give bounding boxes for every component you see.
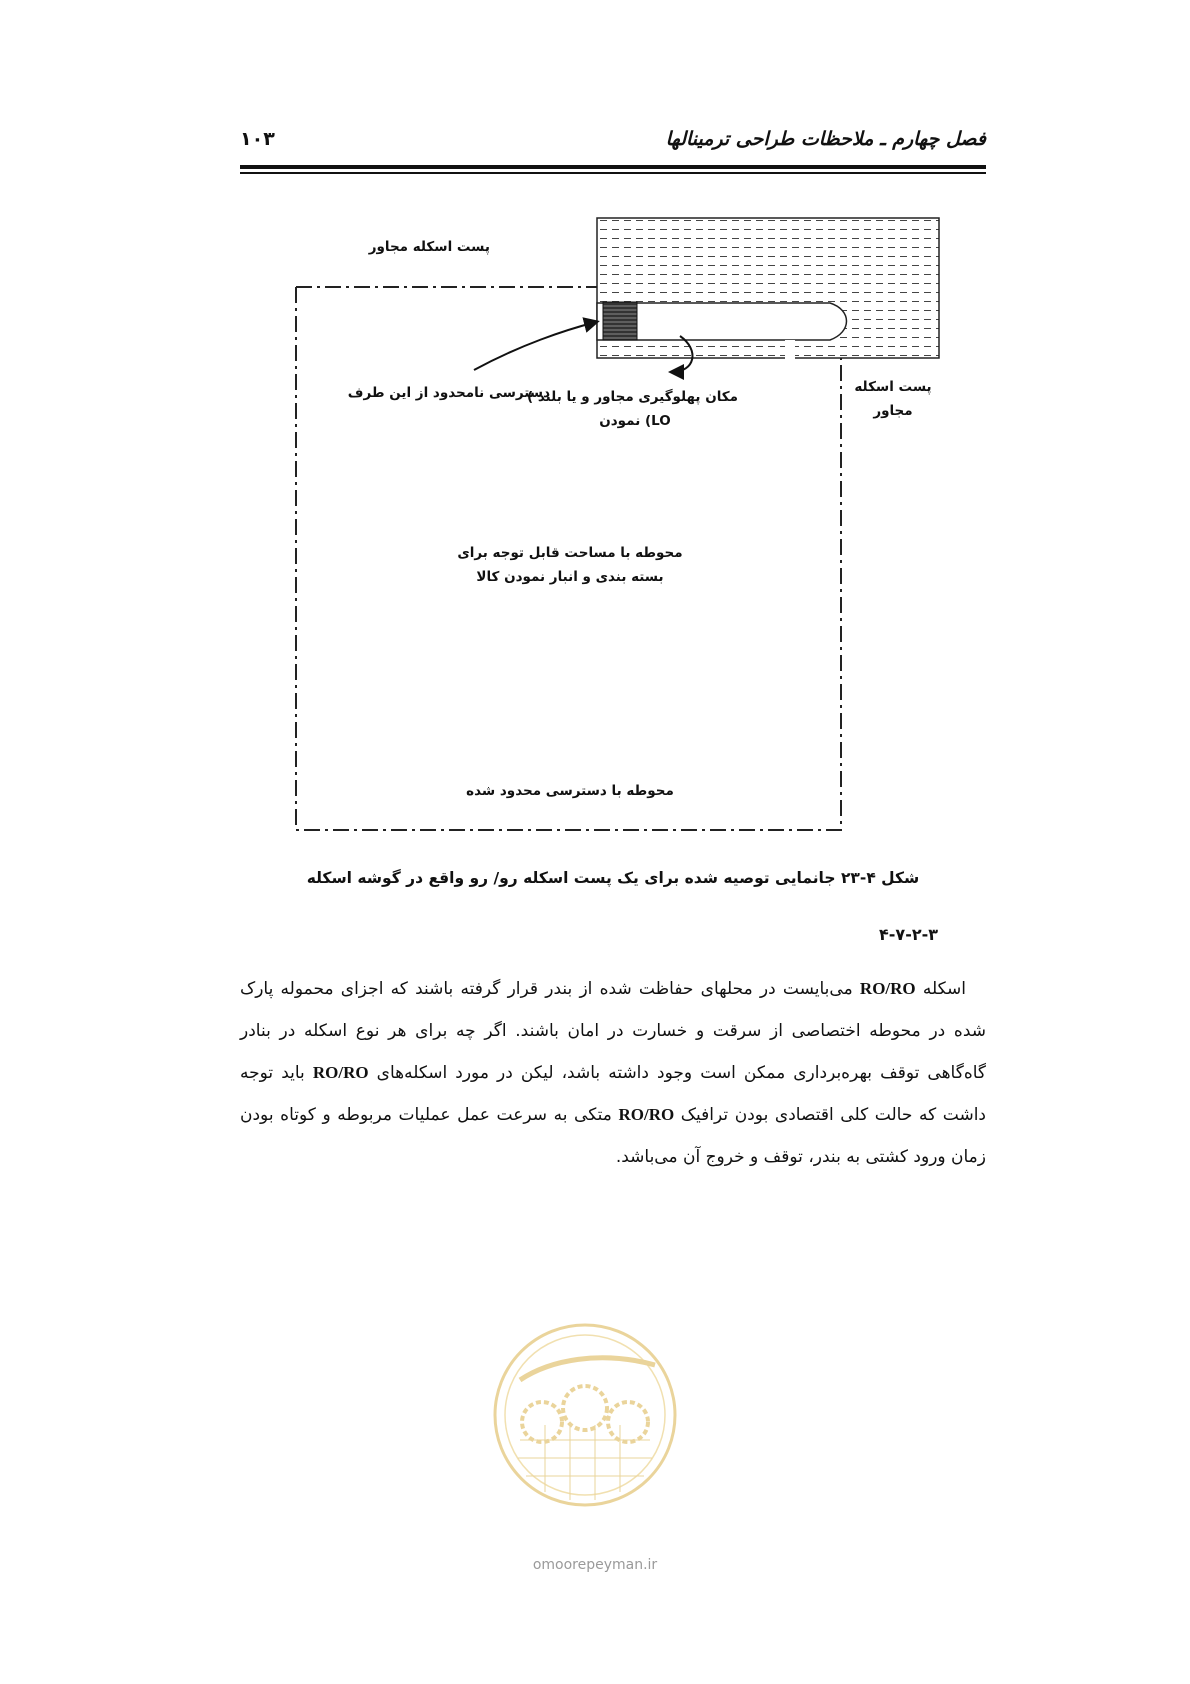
figure-caption: شکل ۴-۲۳ جانمایی توصیه شده برای یک پست اسکله رو/ رو واقع در گوشه اسکله xyxy=(306,869,920,887)
para-text-2: می‌بایست در محلهای حفاظت شده از بندر قرار گرفته باشند که اجزای محموله پارک شده در محوطه اختصاصی از سرقت و خسارت در امان باشند. اگر چه برای هر نوع اسکله در بنادر گاه‌گاهی توقف بهره‌برداری ممکن است وجود داشته باشد، لیکن در مورد اسکله‌های xyxy=(240,979,986,1083)
label-side-mooring-1: مکان پهلوگیری مجاور و یا بلند ) xyxy=(527,389,738,405)
body-paragraph xyxy=(240,968,986,1178)
chapter-title: فصل چهارم ـ ملاحظات طراحی ترمینالها xyxy=(665,128,986,150)
roro-term-1: RO/RO xyxy=(859,979,916,998)
section-number: ۴-۷-۲-۳ xyxy=(879,925,938,944)
watermark-url: omoorepeyman.ir xyxy=(532,1557,658,1573)
label-side-mooring-2: LO) نمودن xyxy=(599,413,671,429)
watermark-logo xyxy=(490,1320,680,1510)
label-restricted-area: محوطه با دسترسی محدود شده xyxy=(466,783,674,799)
ramp-block xyxy=(603,302,637,340)
page-number: ۱۰۳ xyxy=(240,128,275,150)
para-text-3: باید توجه داشت که حالت کلی اقتصادی بودن ترافیک xyxy=(240,1063,987,1125)
label-storage-area-2: بسته بندی و انبار نمودن کالا xyxy=(476,569,664,585)
label-storage-area-1: محوطه با مساحت قابل توجه برای xyxy=(457,545,683,561)
para-text-4: متکی به سرعت عمل عملیات مربوطه و کوتاه بودن زمان ورود کشتی به بندر، توقف و خروج آن می‌باشد. xyxy=(240,1105,986,1167)
access-arrow xyxy=(474,322,596,370)
label-adjacent-berth-right-1: پست اسکله xyxy=(854,379,932,395)
label-adjacent-berth-top: پست اسکله مجاور xyxy=(368,239,490,255)
roro-term-3: RO/RO xyxy=(618,1105,675,1124)
para-text-1: اسکله xyxy=(915,979,966,999)
label-adjacent-berth-right-2: مجاور xyxy=(873,403,913,419)
roro-term-2: RO/RO xyxy=(312,1063,369,1082)
label-unlimited-access: دسترسی نامحدود از این طرف xyxy=(347,385,550,401)
